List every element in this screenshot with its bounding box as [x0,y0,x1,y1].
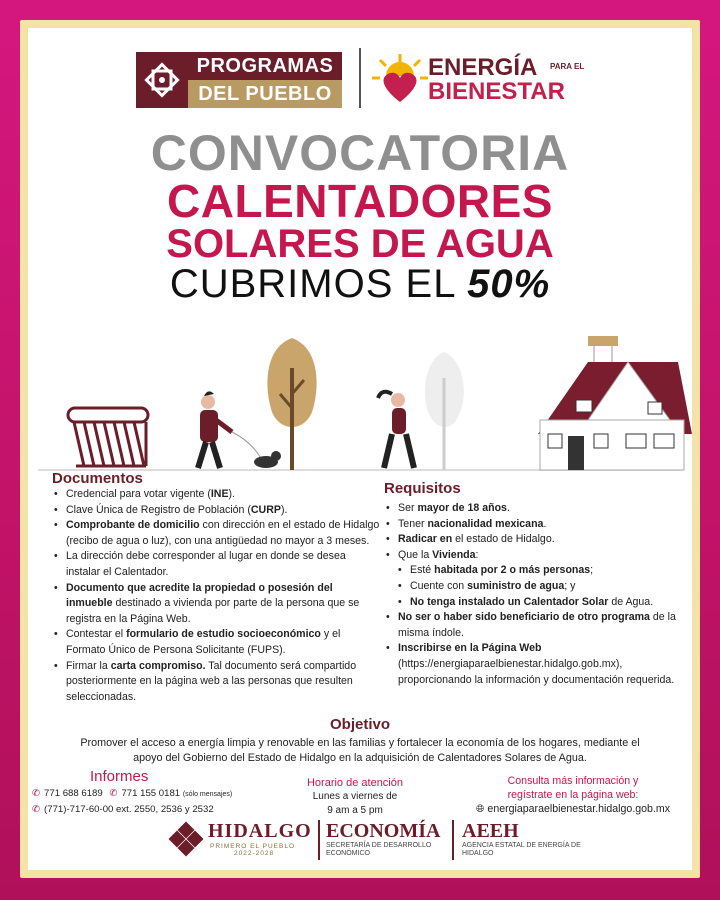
poster-card [28,28,692,870]
phone-line-1 [32,786,272,802]
title-convocatoria: CONVOCATORIA [150,125,570,181]
faded-tree-icon [425,352,464,470]
phone-line-2 [32,802,272,817]
item-text: con dirección en el estado de Hidalgo (recibo de agua o luz), con una antigüedad no mayor a 3 meses. [66,519,380,547]
informes-contacts [32,786,272,817]
phone-icon: ✆ [32,804,41,815]
requisitos-list [384,501,684,688]
list-item [384,579,684,595]
item-text: Credencial para votar vigente ( [66,488,211,500]
website-url: energiaparaelbienestar.hidalgo.gob.mx [487,803,670,815]
item-text: Tener [398,517,428,530]
star-emblem-icon [136,52,188,108]
list-item [52,581,382,628]
documentos-title: Documentos [52,470,143,487]
list-item [52,503,382,519]
list-item [52,627,382,658]
hidalgo-slogan: PRIMERO EL PUEBLO [210,843,296,850]
item-bold-text: Vivienda [432,548,476,561]
horario-hours: 9 am a 5 pm [327,805,383,816]
list-item [384,532,684,548]
list-item [52,549,382,580]
item-text: y el Formato Único de Persona Solicitante (FUPS). [66,628,341,656]
item-text: Que la [398,548,433,561]
item-text: Firmar la [66,659,111,672]
woman-walking-icon [378,392,414,468]
horario-days: Lunes a viernes de [312,791,398,802]
item-text: (https://energiaparaelbienestar.hidalgo.gob.mx), proporcionando la información y documentación requerida. [398,657,675,686]
item-bold-text: habitada por 2 o más personas [434,564,591,577]
item-text: Esté [410,564,435,577]
tree-icon [267,338,316,470]
item-text: Clave Única de Registro de Población ( [66,503,251,516]
horario-title: Horario de atención [306,777,403,789]
list-item [384,595,684,611]
bienestar-label: BIENESTAR [428,78,565,105]
footer-divider [452,820,454,860]
hidalgo-emblem-icon [168,820,204,858]
item-text: ; [590,564,594,577]
item-text: La dirección debe corresponder al lugar en donde se desea instalar el Calentador. [66,550,346,578]
item-bold-text: carta compromiso. [110,659,206,672]
energia-bienestar-logo [372,50,602,108]
consulta-line-2: regístrate en la página web: [507,789,639,801]
horario-section [290,776,420,818]
phone-2-note: (sólo mensajes) [182,791,233,798]
list-item [384,548,684,564]
aeeh-sub: AGENCIA ESTATAL DE ENERGÍA DE HIDALGO [462,842,581,857]
list-item [384,501,684,517]
consulta-line-1: Consulta más información y [507,775,639,787]
title-solares: SOLARES DE AGUA [166,222,554,266]
informes-title: Informes [90,768,149,785]
item-text: Tal documento será compartido posteriormente en la página web a las personas que resulten seleccionadas. [66,659,357,703]
item-text: : [475,548,479,561]
item-text: . [506,502,510,514]
illustration-scene [28,308,692,478]
website-link[interactable] [458,802,688,816]
title-cubrimos [28,262,692,307]
percent-highlight: 50% [467,262,551,306]
list-item [52,659,382,706]
title-calentadores: CALENTADORES [167,175,553,227]
item-bold-text: Comprobante de domicilio [66,519,200,532]
globe-icon: 🌐︎ [476,803,488,815]
item-text: de Agua. [608,595,654,608]
objetivo-title: Objetivo [329,716,390,733]
list-item [52,487,382,503]
house-icon [538,336,692,470]
consulta-section [458,774,688,816]
item-bold-text: Radicar en [398,533,453,546]
item-text: Cuente con [410,579,468,592]
whatsapp-icon: ✆ [109,788,118,799]
list-item [52,518,382,549]
item-bold-text: nacionalidad mexicana [427,517,544,530]
economia-logo-text: ECONOMÍA [326,820,441,842]
item-bold-text: Inscribirse en la Página Web [398,642,542,655]
objetivo-text: Promover el acceso a energía limpia y renovable en las familias y fortalecer la economía de los hogares, mediante el apoyo del Gobierno del Estado de Hidalgo en la adquisición de Calentadores Solares de Agua. [80,737,640,764]
item-text: el estado de Hidalgo. [452,533,555,546]
hidalgo-sub [210,843,295,857]
item-text: ; y [564,579,576,592]
item-text: Ser [398,502,418,514]
energia-label: ENERGÍA [428,54,538,81]
item-text: ). [280,503,288,516]
hidalgo-logo-text: HIDALGO [208,820,312,842]
item-bold-text: suministro de agua [467,579,565,592]
phone-1[interactable]: 771 688 6189 [44,788,103,799]
phone-3[interactable]: (771)-717-60-00 ext. 2550, 2536 y 2532 [44,804,214,815]
list-item [384,517,684,533]
list-item [384,610,684,641]
phone-2[interactable]: 771 155 0181 [121,788,181,799]
economia-sub: SECRETARÍA DE DESARROLLO ECONÓMICO [326,842,432,857]
requisitos-title: Requisitos [384,480,461,497]
phone-icon: ✆ [32,788,41,799]
man-walking-dog-icon [198,391,281,468]
item-bold-text: mayor de 18 años [417,502,507,514]
item-bold-text: Documento que acredite la propiedad o posesión del inmueble [66,581,333,610]
documentos-list [52,487,382,705]
item-text: destinado a vivienda por parte de la persona que se registra en la Página Web. [66,597,360,625]
item-bold-text: No tenga instalado un Calentador Solar [410,595,609,608]
item-bold-text: No ser o haber sido beneficiario de otro programa [398,611,650,624]
solar-heater-icon [68,408,148,466]
footer-divider [318,820,320,860]
documentos-section [52,470,382,705]
footer-logos [168,818,588,864]
logo-divider [359,48,361,108]
item-bold-text: INE [210,488,229,500]
aeeh-logo-text: AEEH [462,820,519,842]
item-text: . [543,517,547,530]
programas-label: PROGRAMAS [188,52,342,80]
del-pueblo-label: DEL PUEBLO [188,80,342,108]
sun-heart-icon [372,52,428,106]
cubrimos-text: CUBRIMOS EL [169,262,468,306]
para-el-label: PARA EL [550,62,585,71]
list-item [384,563,684,579]
programas-del-pueblo-logo [136,52,342,108]
list-item [384,641,684,688]
item-bold-text: CURP [250,503,281,516]
item-text: ). [228,488,236,500]
requisitos-section [384,480,684,688]
hidalgo-years: 2022-2028 [234,850,275,857]
item-text: Contestar el [66,628,127,641]
item-bold-text: formulario de estudio socioeconómico [126,628,321,641]
item-text: de la misma índole. [398,611,676,639]
